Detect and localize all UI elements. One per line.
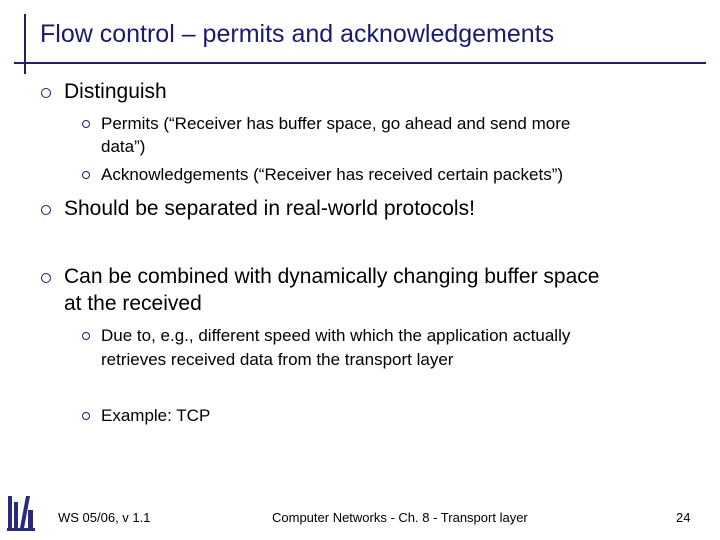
- footer-page-number: 24: [676, 510, 691, 525]
- subbullet-acknowledgements: [101, 165, 563, 185]
- bullet-marker-icon: [82, 332, 90, 340]
- bullet-marker-icon: [41, 273, 51, 283]
- title-vertical-rule: [24, 14, 26, 74]
- bullet-text: retrieves received data from the transport layer: [101, 350, 454, 369]
- bullet-text: Permits (“Receiver has buffer space, go ahead and send more: [101, 114, 571, 133]
- bullet-text: Example: TCP: [101, 406, 211, 425]
- bullet-text: Acknowledgements (“Receiver has received certain packets”): [101, 165, 564, 184]
- bullet-text: Should be separated in real-world protocols!: [64, 197, 475, 220]
- subbullet-permits: [101, 114, 570, 134]
- footer-version: WS 05/06, v 1.1: [58, 510, 151, 525]
- subbullet-example-tcp: [101, 406, 210, 426]
- bullet-marker-icon: [41, 205, 51, 215]
- university-logo-icon: [6, 492, 36, 532]
- bullet-text: at the received: [64, 292, 202, 315]
- subbullet-permits-continuation: [101, 137, 145, 157]
- bullet-distinguish: [64, 80, 167, 104]
- bullet-combined-continuation: [64, 292, 202, 316]
- bullet-marker-icon: [41, 88, 51, 98]
- bullet-text: data”): [101, 137, 146, 156]
- bullet-combined: [64, 265, 599, 289]
- bullet-separated: [64, 197, 475, 221]
- slide-title: Flow control – permits and acknowledgements: [40, 20, 555, 48]
- bullet-marker-icon: [82, 171, 90, 179]
- footer-course: Computer Networks - Ch. 8 - Transport layer: [272, 510, 528, 525]
- bullet-marker-icon: [82, 412, 90, 420]
- bullet-text: Distinguish: [64, 80, 167, 103]
- subbullet-due-to: [101, 326, 570, 346]
- bullet-text: Can be combined with dynamically changing buffer space: [64, 265, 600, 288]
- title-horizontal-rule: [14, 62, 706, 64]
- bullet-marker-icon: [82, 120, 90, 128]
- subbullet-due-to-continuation: [101, 350, 453, 370]
- bullet-text: Due to, e.g., different speed with which the application actually: [101, 326, 571, 345]
